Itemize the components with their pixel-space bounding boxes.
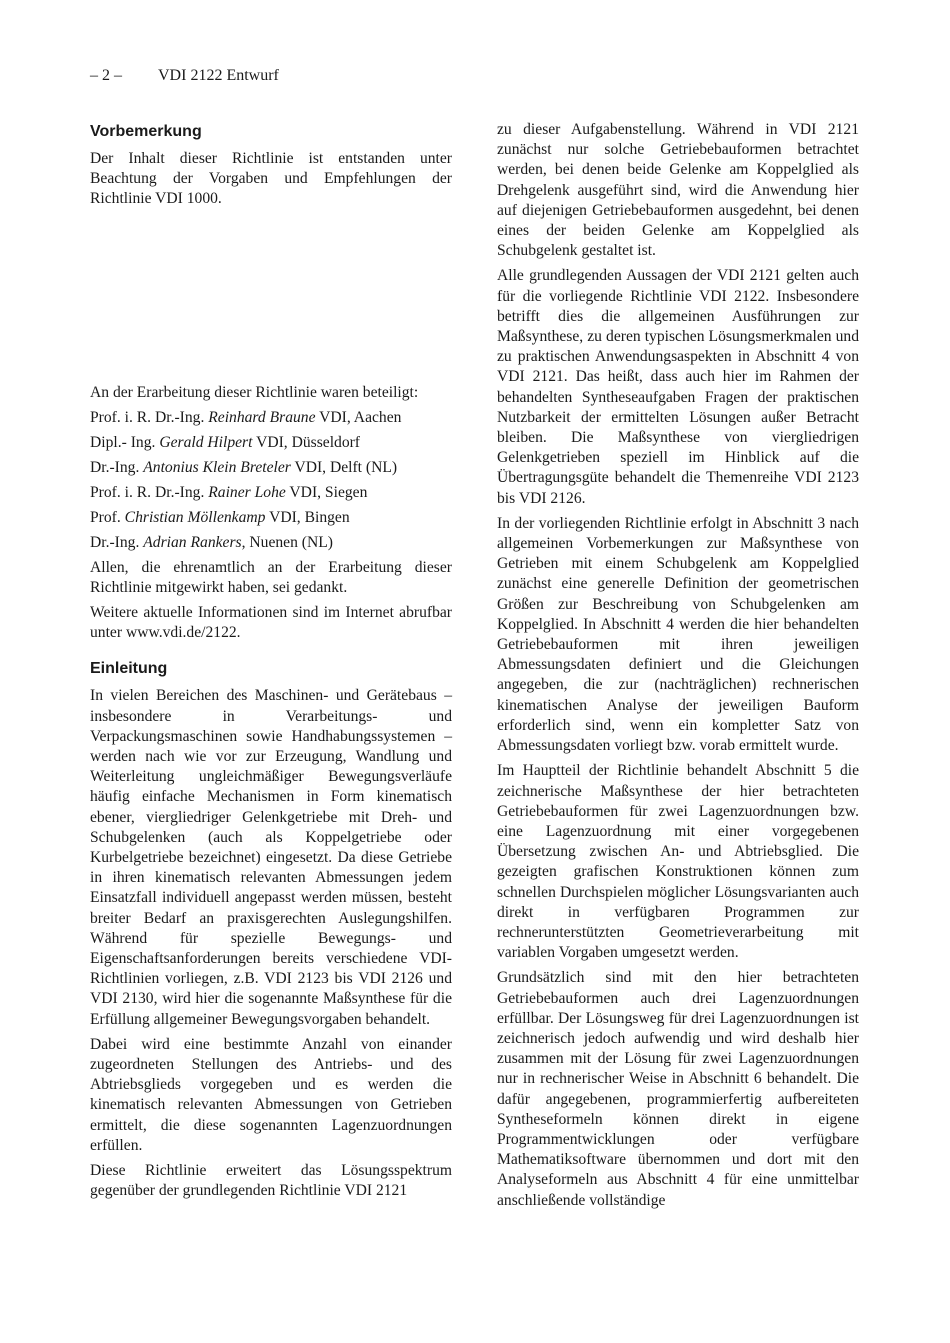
- right-paragraph-4: Grundsätzlich sind mit den hier betrachteten Getriebebauformen auch drei Lagenzuordnungen erfüllbar. Der Lösungsweg für drei Lagenzuordnungen ist zeichnerisch jedoch aufwendig und wird deshalb hier zusammen mit der Lösung für zwei Lagenzuordnungen nur in rechnerischer Weise in Abschnitt 6 behandelt. Die dafür angegebenen, programmierfertig aufbereiteten Syntheseformeln können direkt in eigene Programmentwicklungen oder verfügbare Mathematiksoftware übernommen und dort mit den Analyseformeln aus Abschnitt 4 für eine unmittelbar anschließende vollständige: [497, 969, 859, 1209]
- contributor-braune: Prof. i. R. Dr.-Ing. Reinhard Braune VDI, Aachen: [90, 408, 402, 426]
- document-title: VDI 2122 Entwurf: [158, 67, 279, 84]
- contributor-name: Gerald Hilpert: [159, 433, 253, 451]
- page-header: [90, 67, 279, 85]
- contributor-lohe: Prof. i. R. Dr.-Ing. Rainer Lohe VDI, Siegen: [90, 483, 368, 501]
- einleitung-paragraph-1: In vielen Bereichen des Maschinen- und Gerätebaus – insbesondere in Verarbeitungs- und Verpackungsmaschinen sowie Handhabungssystemen – werden nach wie vor zur Erzeugung, Wandlung und Weiterleitung ungleichmäßiger Bewegungsverläufe häufig einfache Mechanismen in Form kinematisch ebener, viergliedriger Gelenkgetriebe mit Dreh- und Schubgelenken (auch als Koppelgetriebe oder Kurbelgetriebe bezeichnet) eingesetzt. Da diese Getriebe in ihren kinematisch relevanten Abmessungen jedem Einsatzfall individuell angepasst werden müssen, besteht breiter Bedarf an praxisgerechten Auslegungshilfen. Während für spezielle Bewegungs- und Eigenschaftsanforderungen bereits verschiedene VDI-Richtlinien vorliegen, z.B. VDI 2123 bis VDI 2126 und VDI 2130, wird hier die sogenannte Maßsynthese für die Erfüllung allgemeiner Bewegungsvorgaben behandelt.: [90, 687, 452, 1028]
- contributor-name: Antonius Klein Breteler: [143, 458, 291, 476]
- info-text: Weitere aktuelle Informationen sind im Internet abrufbar unter www.vdi.de/2122.: [90, 604, 452, 642]
- right-paragraph-1: Alle grundlegenden Aussagen der VDI 2121 gelten auch für die vorliegende Richtlinie VDI 2122. Insbesondere betrifft dies die allgemeinen Ausführungen zur Maßsynthese, zu deren typischen Lösungsmerkmalen und zu praktischen Anwendungsaspekten in Abschnitt 4 von VDI 2121. Das heißt, dass auch hier im Rahmen der behandelten Syntheseaufgaben Fragen der praktischen Nutzbarkeit der ermittelten Lösungen außer Betracht bleiben. Die Maßsynthese von viergliedrigen Gelenkgetrieben speziell im Hinblick auf die Übertragungsgüte behandelt die Themenreihe VDI 2123 bis VDI 2126.: [497, 267, 859, 507]
- right-paragraph-0: zu dieser Aufgabenstellung. Während in VDI 2121 zunächst nur solche Getriebebauformen betrachtet werden, bei denen beide Gelenke am Koppelglied als Drehgelenk ausgeführt sind, wird die Anwendung hier auf diejenigen Getriebebauformen ausgedehnt, bei denen eines der beiden Gelenke am Koppelglied als Schubgelenk gestaltet ist.: [497, 121, 859, 260]
- vorbemerkung-heading: Vorbemerkung: [90, 123, 202, 140]
- contributor-name: Christian Möllenkamp: [124, 508, 266, 526]
- contributor-name: Adrian Rankers: [143, 533, 242, 551]
- einleitung-paragraph-3: Diese Richtlinie erweitert das Lösungsspektrum gegenüber der grundlegenden Richtlinie VDI 2121: [90, 1162, 452, 1200]
- right-paragraph-3: Im Hauptteil der Richtlinie behandelt Abschnitt 5 die zeichnerische Maßsynthese der hier betrachteten Getriebebauformen für zwei Lagenzuordnungen bzw. eine Lagenzuordnung mit einer vorgegebenen Übersetzung zwischen An- und Abtriebsglied. Die gezeigten grafischen Konstruktionen können zum schnellen Durchspielen möglicher Lösungsvarianten auch direkt in verfügbaren Programmen zur rechnerunterstützten Geometrieverarbeitung mit variablen Vorgaben umgesetzt werden.: [497, 762, 859, 962]
- contributor-moellenkamp: Prof. Christian Möllenkamp VDI, Bingen: [90, 508, 350, 526]
- einleitung-paragraph-2: Dabei wird eine bestimmte Anzahl von einander zugeordneten Stellungen des Antriebs- und des Abtriebsglieds vorgegeben und es werden die kinematisch relevanten Abmessungen von Getrieben ermittelt, die diese sogenannten Lagenzuordnungen erfüllen.: [90, 1035, 452, 1154]
- contributor-name: Reinhard Braune: [208, 408, 316, 426]
- contributor-hilpert: Dipl.- Ing. Gerald Hilpert VDI, Düsseldorf: [90, 433, 361, 451]
- blank-space: [90, 215, 452, 383]
- contributor-rankers: Dr.-Ing. Adrian Rankers, Nuenen (NL): [90, 533, 333, 551]
- thanks-text: Allen, die ehrenamtlich an der Erarbeitung dieser Richtlinie mitgewirkt haben, sei gedankt.: [90, 558, 452, 596]
- vorbemerkung-text: Der Inhalt dieser Richtlinie ist entstanden unter Beachtung der Vorgaben und Empfehlungen der Richtlinie VDI 1000.: [90, 150, 452, 208]
- contributors-list: [90, 408, 452, 553]
- contributors-intro: An der Erarbeitung dieser Richtlinie waren beteiligt:: [90, 383, 419, 401]
- contributor-name: Rainer Lohe: [208, 483, 286, 501]
- contributor-klein-breteler: Dr.-Ing. Antonius Klein Breteler VDI, Delft (NL): [90, 458, 398, 476]
- right-column: [497, 120, 859, 1216]
- left-column: [90, 120, 452, 1207]
- page-number: – 2 –: [90, 67, 122, 84]
- right-paragraph-2: In der vorliegenden Richtlinie erfolgt in Abschnitt 3 nach allgemeinen Vorbemerkungen zur Maßsynthese von Getrieben mit einem Schubgelenk am Koppelglied zunächst eine generelle Definition der geometrischen Größen zur Beschreibung von Schubgelenken am Koppelglied. In Abschnitt 4 werden die hier behandelten Getriebebauformen mit ihren jeweiligen Abmessungsdaten definiert und die Gleichungen angegeben, die zur (nachträglichen) rechnerischen kinematischen Analyse der jeweiligen Bauform erforderlich sind, wenn ein kompletter Satz von Abmessungsdaten vorliegt bzw. vorab ermittelt wurde.: [497, 514, 859, 755]
- einleitung-heading: Einleitung: [90, 660, 168, 678]
